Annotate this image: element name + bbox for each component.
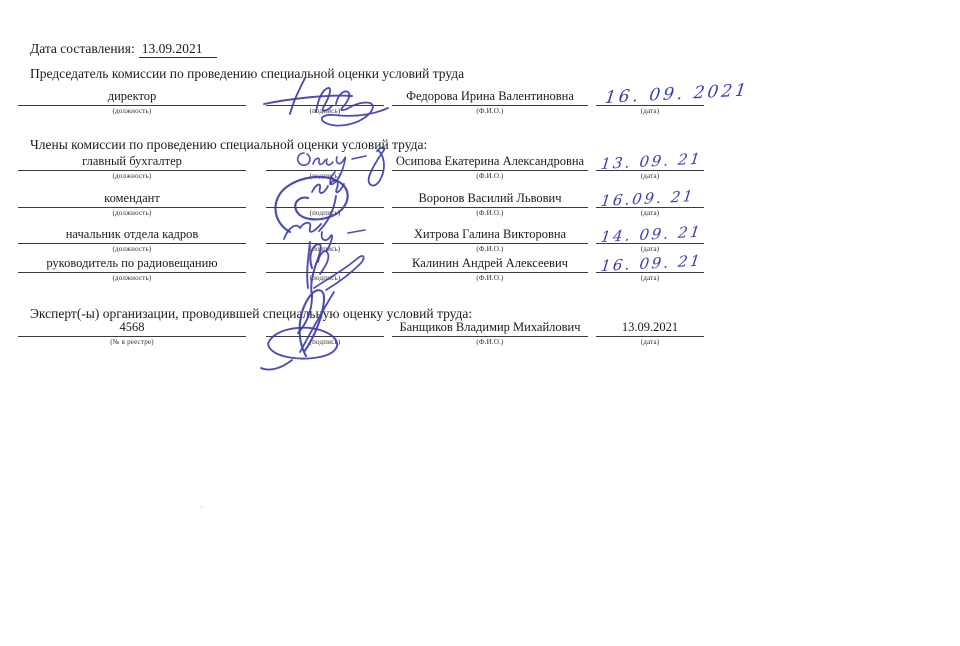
name-cell [392, 226, 588, 253]
signature-row-member-2 [0, 186, 960, 224]
handwritten-date: 16.09. 21 [599, 186, 697, 211]
handwritten-date: 14. 09. 21 [599, 222, 704, 247]
name-cell [392, 153, 588, 180]
signature-cell [266, 190, 384, 217]
date-line [596, 222, 704, 247]
name-caption: (Ф.И.О.) [476, 172, 504, 180]
date-caption: (дата) [640, 172, 660, 180]
registry-caption: (№ в реестре) [110, 338, 154, 346]
date-line [596, 149, 704, 174]
name-cell [392, 319, 588, 346]
date-caption: (дата) [640, 274, 660, 282]
name-caption: (Ф.И.О.) [476, 274, 504, 282]
name-value: Осипова Екатерина Александровна [392, 153, 588, 171]
position-cell [18, 88, 246, 115]
name-caption: (Ф.И.О.) [476, 245, 504, 253]
section-heading-members: Члены комиссии по проведению специальной оценки условий труда: [30, 137, 428, 152]
handwritten-date: 16. 09. 21 [599, 251, 704, 276]
handwritten-date: 16. 09. 2021 [603, 80, 751, 109]
signature-row-expert [0, 319, 960, 353]
name-caption: (Ф.И.О.) [476, 209, 504, 217]
signature-line [266, 88, 384, 106]
date-caption: (дата) [640, 209, 660, 217]
handwritten-date: 13. 09. 21 [599, 149, 704, 174]
position-cell [18, 153, 246, 180]
date-value: 13.09.2021 [596, 319, 704, 337]
name-caption: (Ф.И.О.) [476, 338, 504, 346]
date-cell [596, 80, 751, 115]
date-caption: (дата) [640, 107, 660, 115]
composition-date-label: Дата составления: [30, 41, 135, 56]
name-value: Хитрова Галина Викторовна [392, 226, 588, 244]
signature-caption: (подпись) [309, 274, 341, 282]
registry-value: 4568 [18, 319, 246, 337]
position-caption: (должность) [112, 274, 152, 282]
position-cell [18, 255, 246, 282]
signature-cell [266, 88, 384, 115]
signature-row-member-4 [0, 251, 960, 289]
signature-line [266, 319, 384, 337]
name-value: Банщиков Владимир Михайлович [392, 319, 588, 337]
signature-caption: (подпись) [309, 107, 341, 115]
position-cell [18, 226, 246, 253]
signature-line [266, 255, 384, 273]
date-line [596, 186, 704, 211]
signature-caption: (подпись) [309, 245, 341, 253]
date-cell [596, 251, 704, 282]
name-cell [392, 88, 588, 115]
date-cell [596, 222, 704, 253]
signature-row-chairman [0, 80, 960, 122]
position-caption: (должность) [112, 107, 152, 115]
signature-cell [266, 226, 384, 253]
position-value: руководитель по радиовещанию [18, 255, 246, 273]
date-caption: (дата) [640, 245, 660, 253]
position-value: главный бухгалтер [18, 153, 246, 171]
section-heading-chairman: Председатель комиссии по проведению специальной оценки условий труда [30, 66, 465, 81]
signature-line [266, 190, 384, 208]
name-caption: (Ф.И.О.) [476, 107, 504, 115]
name-value: Воронов Василий Львович [392, 190, 588, 208]
signature-cell [266, 319, 384, 346]
position-caption: (должность) [112, 172, 152, 180]
scan-artifact [200, 506, 204, 509]
signature-row-member-1 [0, 149, 960, 187]
signature-cell [266, 255, 384, 282]
date-cell [596, 149, 704, 180]
position-value: начальник отдела кадров [18, 226, 246, 244]
signature-caption: (подпись) [309, 338, 341, 346]
position-cell [18, 190, 246, 217]
name-cell [392, 255, 588, 282]
section-heading-expert: Эксперт(-ы) организации, проводившей специальную оценку условий труда: [30, 306, 473, 321]
position-value: комендант [18, 190, 246, 208]
position-value: директор [18, 88, 246, 106]
signature-line [266, 153, 384, 171]
name-cell [392, 190, 588, 217]
signature-caption: (подпись) [309, 209, 341, 217]
date-caption: (дата) [640, 338, 660, 346]
date-line [596, 251, 704, 276]
signature-caption: (подпись) [309, 172, 341, 180]
name-value: Федорова Ирина Валентиновна [392, 88, 588, 106]
position-caption: (должность) [112, 245, 152, 253]
date-cell [596, 319, 704, 346]
signature-line [266, 226, 384, 244]
position-caption: (должность) [112, 209, 152, 217]
composition-date-line [30, 40, 217, 58]
composition-date-value: 13.09.2021 [139, 41, 217, 58]
registry-cell [18, 319, 246, 346]
date-cell [596, 186, 704, 217]
date-line [596, 80, 751, 109]
name-value: Калинин Андрей Алексеевич [392, 255, 588, 273]
signature-cell [266, 153, 384, 180]
